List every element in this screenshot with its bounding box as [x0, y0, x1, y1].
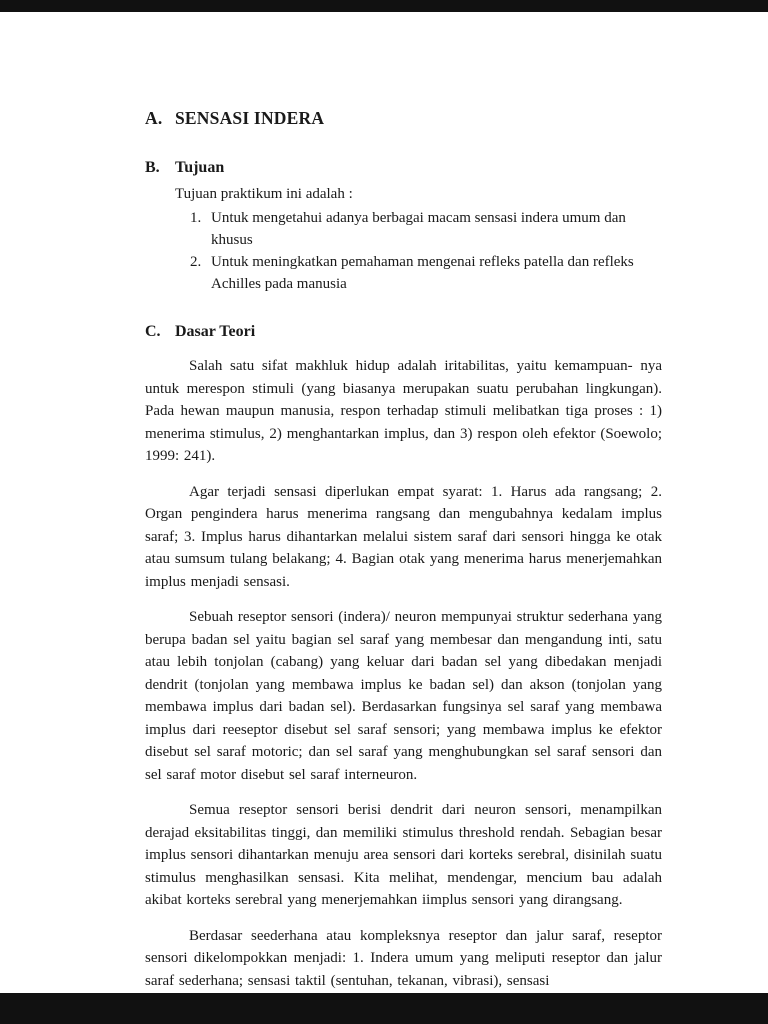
list-item-text: Untuk mengetahui adanya berbagai macam sensasi indera umum dan khusus — [211, 210, 626, 248]
tujuan-content — [175, 183, 662, 295]
heading-b-title: Tujuan — [175, 159, 225, 176]
heading-c-number: C. — [145, 323, 161, 340]
paragraph: Salah satu sifat makhluk hidup adalah iritabilitas, yaitu kemampuan- nya untuk merespon stimuli (yang biasanya merupakan suatu perubahan lingkungan). Pada hewan maupun manusia, respon terhadap stimuli melibatkan tiga proses : 1) menerima stimulus, 2) menghantarkan implus, dan 3) respon oleh efektor (Soewolo; 1999: 241). — [145, 358, 662, 464]
list-item — [190, 251, 662, 295]
list-item-text: Untuk meningkatkan pemahaman mengenai refleks patella dan refleks Achilles pada manusia — [211, 254, 634, 292]
heading-a-title: SENSASI INDERA — [175, 108, 325, 128]
list-item — [190, 207, 662, 251]
paragraph: Agar terjadi sensasi diperlukan empat syarat: 1. Harus ada rangsang; 2. Organ pengindera harus menerima rangsang dan mengubahnya kedalam implus saraf; 3. Implus harus dihantarkan melalui sistem saraf dari sensori hingga ke otak atau sumsum tulang belakang; 4. Bagian otak yang menerima harus menerjemahkan implus menjadi sensasi. — [145, 483, 662, 590]
heading-dasar-teori — [145, 323, 662, 341]
paragraph: Sebuah reseptor sensori (indera)/ neuron mempunyai struktur sederhana yang berupa badan sel yaitu bagian sel saraf yang membesar dan mengandung inti, satu atau lebih tonjolan (cabang) yang keluar dari badan sel yang dibedakan menjadi dendrit (tonjolan yang membawa implus ke badan sel) dan akson (tonjolan yang membawa implus dari badan sel). Berdasarkan fungsinya sel saraf yang membawa implus dari reeseptor disebut sel saraf sensori; yang membawa implus ke efektor disebut sel saraf motoric; dan sel saraf yang menghubungkan sel saraf sensori dan sel saraf motor disebut sel saraf interneuron. — [145, 609, 662, 783]
heading-sensasi-indera — [145, 108, 662, 129]
list-item-number: 1. — [190, 210, 202, 226]
section-tujuan — [145, 159, 662, 295]
heading-tujuan — [145, 159, 662, 177]
list-item-number: 2. — [190, 254, 202, 270]
tujuan-list — [190, 207, 662, 295]
section-dasar-teori — [145, 323, 662, 992]
heading-c-title: Dasar Teori — [175, 323, 256, 340]
paragraph: Semua reseptor sensori berisi dendrit dari neuron sensori, menampilkan derajad eksitabilitas tinggi, dan memiliki stimulus threshold rendah. Sebagian besar implus sensori dihantarkan menuju area sensori dari korteks serebral, disinilah suatu stimulus menghasilkan sensasi. Kita melihat, mendengar, mencium bau adalah akibat korteks serebral yang menerjemahkan iimplus sensori yang dirangsang. — [145, 802, 662, 908]
paragraph: Berdasar seederhana atau kompleksnya reseptor dan jalur saraf, reseptor sensori dikelompokkan menjadi: 1. Indera umum yang meliputi reseptor dan jalur saraf sederhana; sensasi taktil (sentuhan, tekanan, vibrasi), sensasi — [145, 927, 662, 989]
tujuan-intro: Tujuan praktikum ini adalah : — [175, 186, 353, 202]
dasar-teori-paragraphs — [145, 355, 662, 992]
document-page — [0, 12, 768, 993]
heading-b-number: B. — [145, 159, 160, 176]
heading-a-number: A. — [145, 108, 163, 128]
